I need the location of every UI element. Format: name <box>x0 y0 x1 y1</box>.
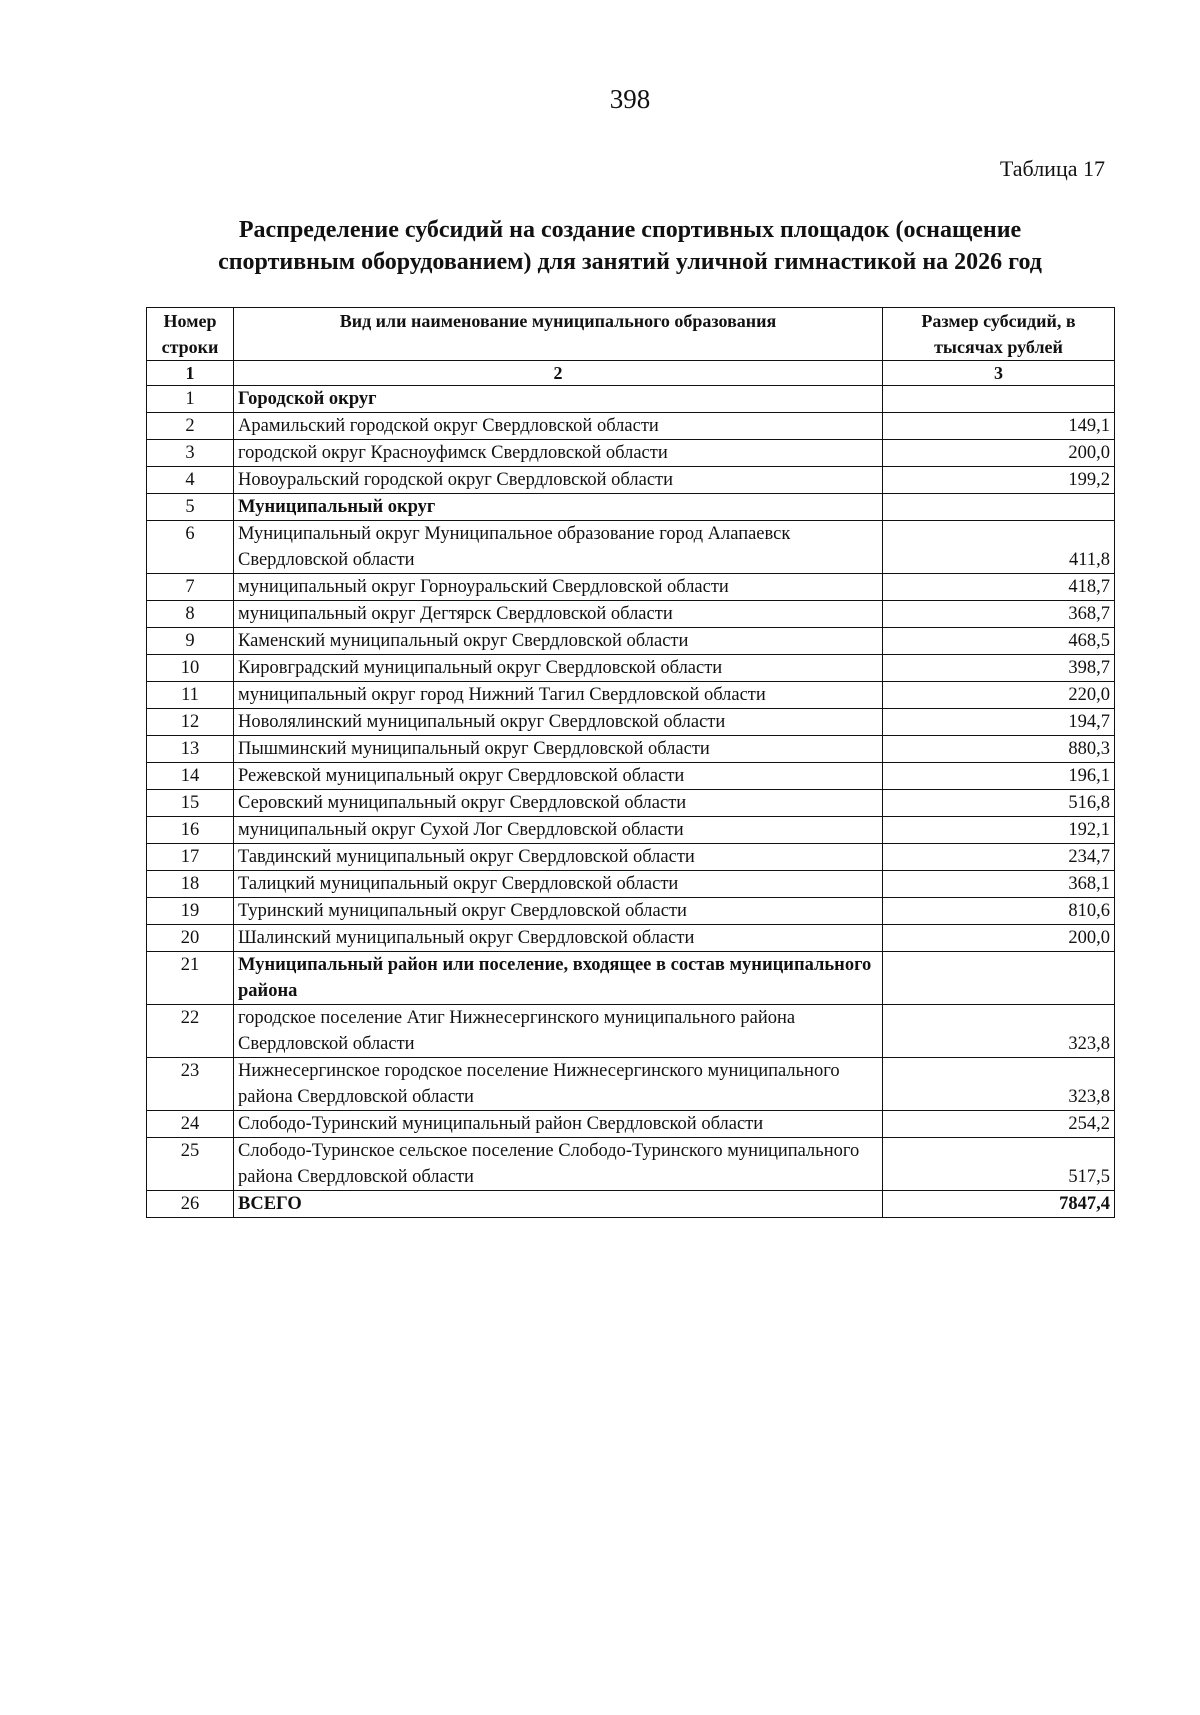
subsidy-amount: 200,0 <box>883 925 1115 952</box>
row-number: 17 <box>147 844 234 871</box>
table-row <box>147 1191 1115 1218</box>
page-number: 398 <box>609 84 651 114</box>
table-row <box>147 925 1115 952</box>
table-row <box>147 386 1115 413</box>
row-number: 26 <box>147 1191 234 1218</box>
subsidy-amount: 368,7 <box>883 601 1115 628</box>
subsidy-amount: 516,8 <box>883 790 1115 817</box>
subsidy-amount: 220,0 <box>883 682 1115 709</box>
column-number-3: 3 <box>883 361 1115 386</box>
subsidy-amount: 411,8 <box>883 521 1115 574</box>
row-number: 1 <box>147 386 234 413</box>
subsidy-amount: 196,1 <box>883 763 1115 790</box>
row-number: 5 <box>147 494 234 521</box>
municipality-name: Муниципальный округ <box>234 494 883 521</box>
column-number-2: 2 <box>234 361 883 386</box>
table-row <box>147 467 1115 494</box>
municipality-name: Слободо-Туринское сельское поселение Слободо-Туринского муниципального района Свердловской области <box>234 1138 883 1191</box>
municipality-name: Муниципальный район или поселение, входящее в состав муниципального района <box>234 952 883 1005</box>
table-row <box>147 494 1115 521</box>
row-number: 13 <box>147 736 234 763</box>
municipality-name: ВСЕГО <box>234 1191 883 1218</box>
row-number: 18 <box>147 871 234 898</box>
table-row <box>147 763 1115 790</box>
row-number: 11 <box>147 682 234 709</box>
column-number-1: 1 <box>147 361 234 386</box>
title-line-2: спортивным оборудованием) для занятий уличной гимнастикой на 2026 год <box>218 249 1042 275</box>
subsidy-amount: 517,5 <box>883 1138 1115 1191</box>
municipality-name: Слободо-Туринский муниципальный район Свердловской области <box>234 1111 883 1138</box>
column-number-row <box>147 361 1115 386</box>
subsidy-amount: 323,8 <box>883 1058 1115 1111</box>
table-row <box>147 736 1115 763</box>
table-row <box>147 709 1115 736</box>
municipality-name: муниципальный округ Дегтярск Свердловской области <box>234 601 883 628</box>
row-number: 2 <box>147 413 234 440</box>
subsidy-amount <box>883 386 1115 413</box>
subsidy-amount: 149,1 <box>883 413 1115 440</box>
municipality-name: Городской округ <box>234 386 883 413</box>
municipality-name: Кировградский муниципальный округ Свердловской области <box>234 655 883 682</box>
subsidy-amount: 468,5 <box>883 628 1115 655</box>
subsidy-amount: 418,7 <box>883 574 1115 601</box>
subsidy-amount: 880,3 <box>883 736 1115 763</box>
subsidy-amount: 323,8 <box>883 1005 1115 1058</box>
municipality-name: Муниципальный округ Муниципальное образование город Алапаевск Свердловской области <box>234 521 883 574</box>
municipality-name: муниципальный округ Сухой Лог Свердловской области <box>234 817 883 844</box>
subsidy-amount: 200,0 <box>883 440 1115 467</box>
table-label: Таблица 17 <box>999 156 1105 181</box>
row-number: 19 <box>147 898 234 925</box>
table-row <box>147 574 1115 601</box>
row-number: 21 <box>147 952 234 1005</box>
row-number: 25 <box>147 1138 234 1191</box>
table-row <box>147 790 1115 817</box>
municipality-name: Новолялинский муниципальный округ Свердловской области <box>234 709 883 736</box>
row-number: 8 <box>147 601 234 628</box>
subsidy-amount: 398,7 <box>883 655 1115 682</box>
municipality-name: Шалинский муниципальный округ Свердловской области <box>234 925 883 952</box>
table-row <box>147 898 1115 925</box>
subsidy-amount: 368,1 <box>883 871 1115 898</box>
table-row <box>147 844 1115 871</box>
header-municipality: Вид или наименование муниципального образования <box>234 308 883 361</box>
subsidy-amount: 234,7 <box>883 844 1115 871</box>
municipality-name: Пышминский муниципальный округ Свердловской области <box>234 736 883 763</box>
row-number: 6 <box>147 521 234 574</box>
title-line-1: Распределение субсидий на создание спортивных площадок (оснащение <box>238 217 1022 243</box>
municipality-name: Арамильский городской округ Свердловской области <box>234 413 883 440</box>
row-number: 4 <box>147 467 234 494</box>
municipality-name: Каменский муниципальный округ Свердловской области <box>234 628 883 655</box>
table-row <box>147 1005 1115 1058</box>
row-number: 12 <box>147 709 234 736</box>
row-number: 7 <box>147 574 234 601</box>
table-row <box>147 413 1115 440</box>
header-subsidy-amount: Размер субсидий, в тысячах рублей <box>883 308 1115 361</box>
municipality-name: Туринский муниципальный округ Свердловской области <box>234 898 883 925</box>
table-row <box>147 952 1115 1005</box>
subsidies-table <box>146 307 1115 1218</box>
municipality-name: Серовский муниципальный округ Свердловской области <box>234 790 883 817</box>
subsidy-amount <box>883 494 1115 521</box>
table-row <box>147 601 1115 628</box>
subsidy-amount: 810,6 <box>883 898 1115 925</box>
subsidy-amount: 7847,4 <box>883 1191 1115 1218</box>
subsidy-amount: 194,7 <box>883 709 1115 736</box>
row-number: 20 <box>147 925 234 952</box>
table-row <box>147 628 1115 655</box>
subsidy-amount: 254,2 <box>883 1111 1115 1138</box>
table-row <box>147 817 1115 844</box>
table-row <box>147 440 1115 467</box>
row-number: 24 <box>147 1111 234 1138</box>
table-row <box>147 871 1115 898</box>
table-row <box>147 1138 1115 1191</box>
table-row <box>147 682 1115 709</box>
row-number: 9 <box>147 628 234 655</box>
table-header-row <box>147 308 1115 361</box>
municipality-name: городское поселение Атиг Нижнесергинского муниципального района Свердловской области <box>234 1005 883 1058</box>
row-number: 14 <box>147 763 234 790</box>
municipality-name: городской округ Красноуфимск Свердловской области <box>234 440 883 467</box>
municipality-name: Талицкий муниципальный округ Свердловской области <box>234 871 883 898</box>
row-number: 23 <box>147 1058 234 1111</box>
row-number: 10 <box>147 655 234 682</box>
header-row-number: Номер строки <box>147 308 234 361</box>
table-row <box>147 521 1115 574</box>
row-number: 22 <box>147 1005 234 1058</box>
municipality-name: муниципальный округ Горноуральский Свердловской области <box>234 574 883 601</box>
table-body <box>147 386 1115 1218</box>
municipality-name: муниципальный округ город Нижний Тагил Свердловской области <box>234 682 883 709</box>
municipality-name: Режевской муниципальный округ Свердловской области <box>234 763 883 790</box>
subsidy-amount <box>883 952 1115 1005</box>
table-row <box>147 655 1115 682</box>
row-number: 3 <box>147 440 234 467</box>
subsidy-amount: 192,1 <box>883 817 1115 844</box>
municipality-name: Нижнесергинское городское поселение Нижнесергинского муниципального района Свердловской области <box>234 1058 883 1111</box>
table-row <box>147 1111 1115 1138</box>
municipality-name: Новоуральский городской округ Свердловской области <box>234 467 883 494</box>
document-title <box>0 214 1200 278</box>
table-row <box>147 1058 1115 1111</box>
municipality-name: Тавдинский муниципальный округ Свердловской области <box>234 844 883 871</box>
row-number: 15 <box>147 790 234 817</box>
row-number: 16 <box>147 817 234 844</box>
subsidy-amount: 199,2 <box>883 467 1115 494</box>
